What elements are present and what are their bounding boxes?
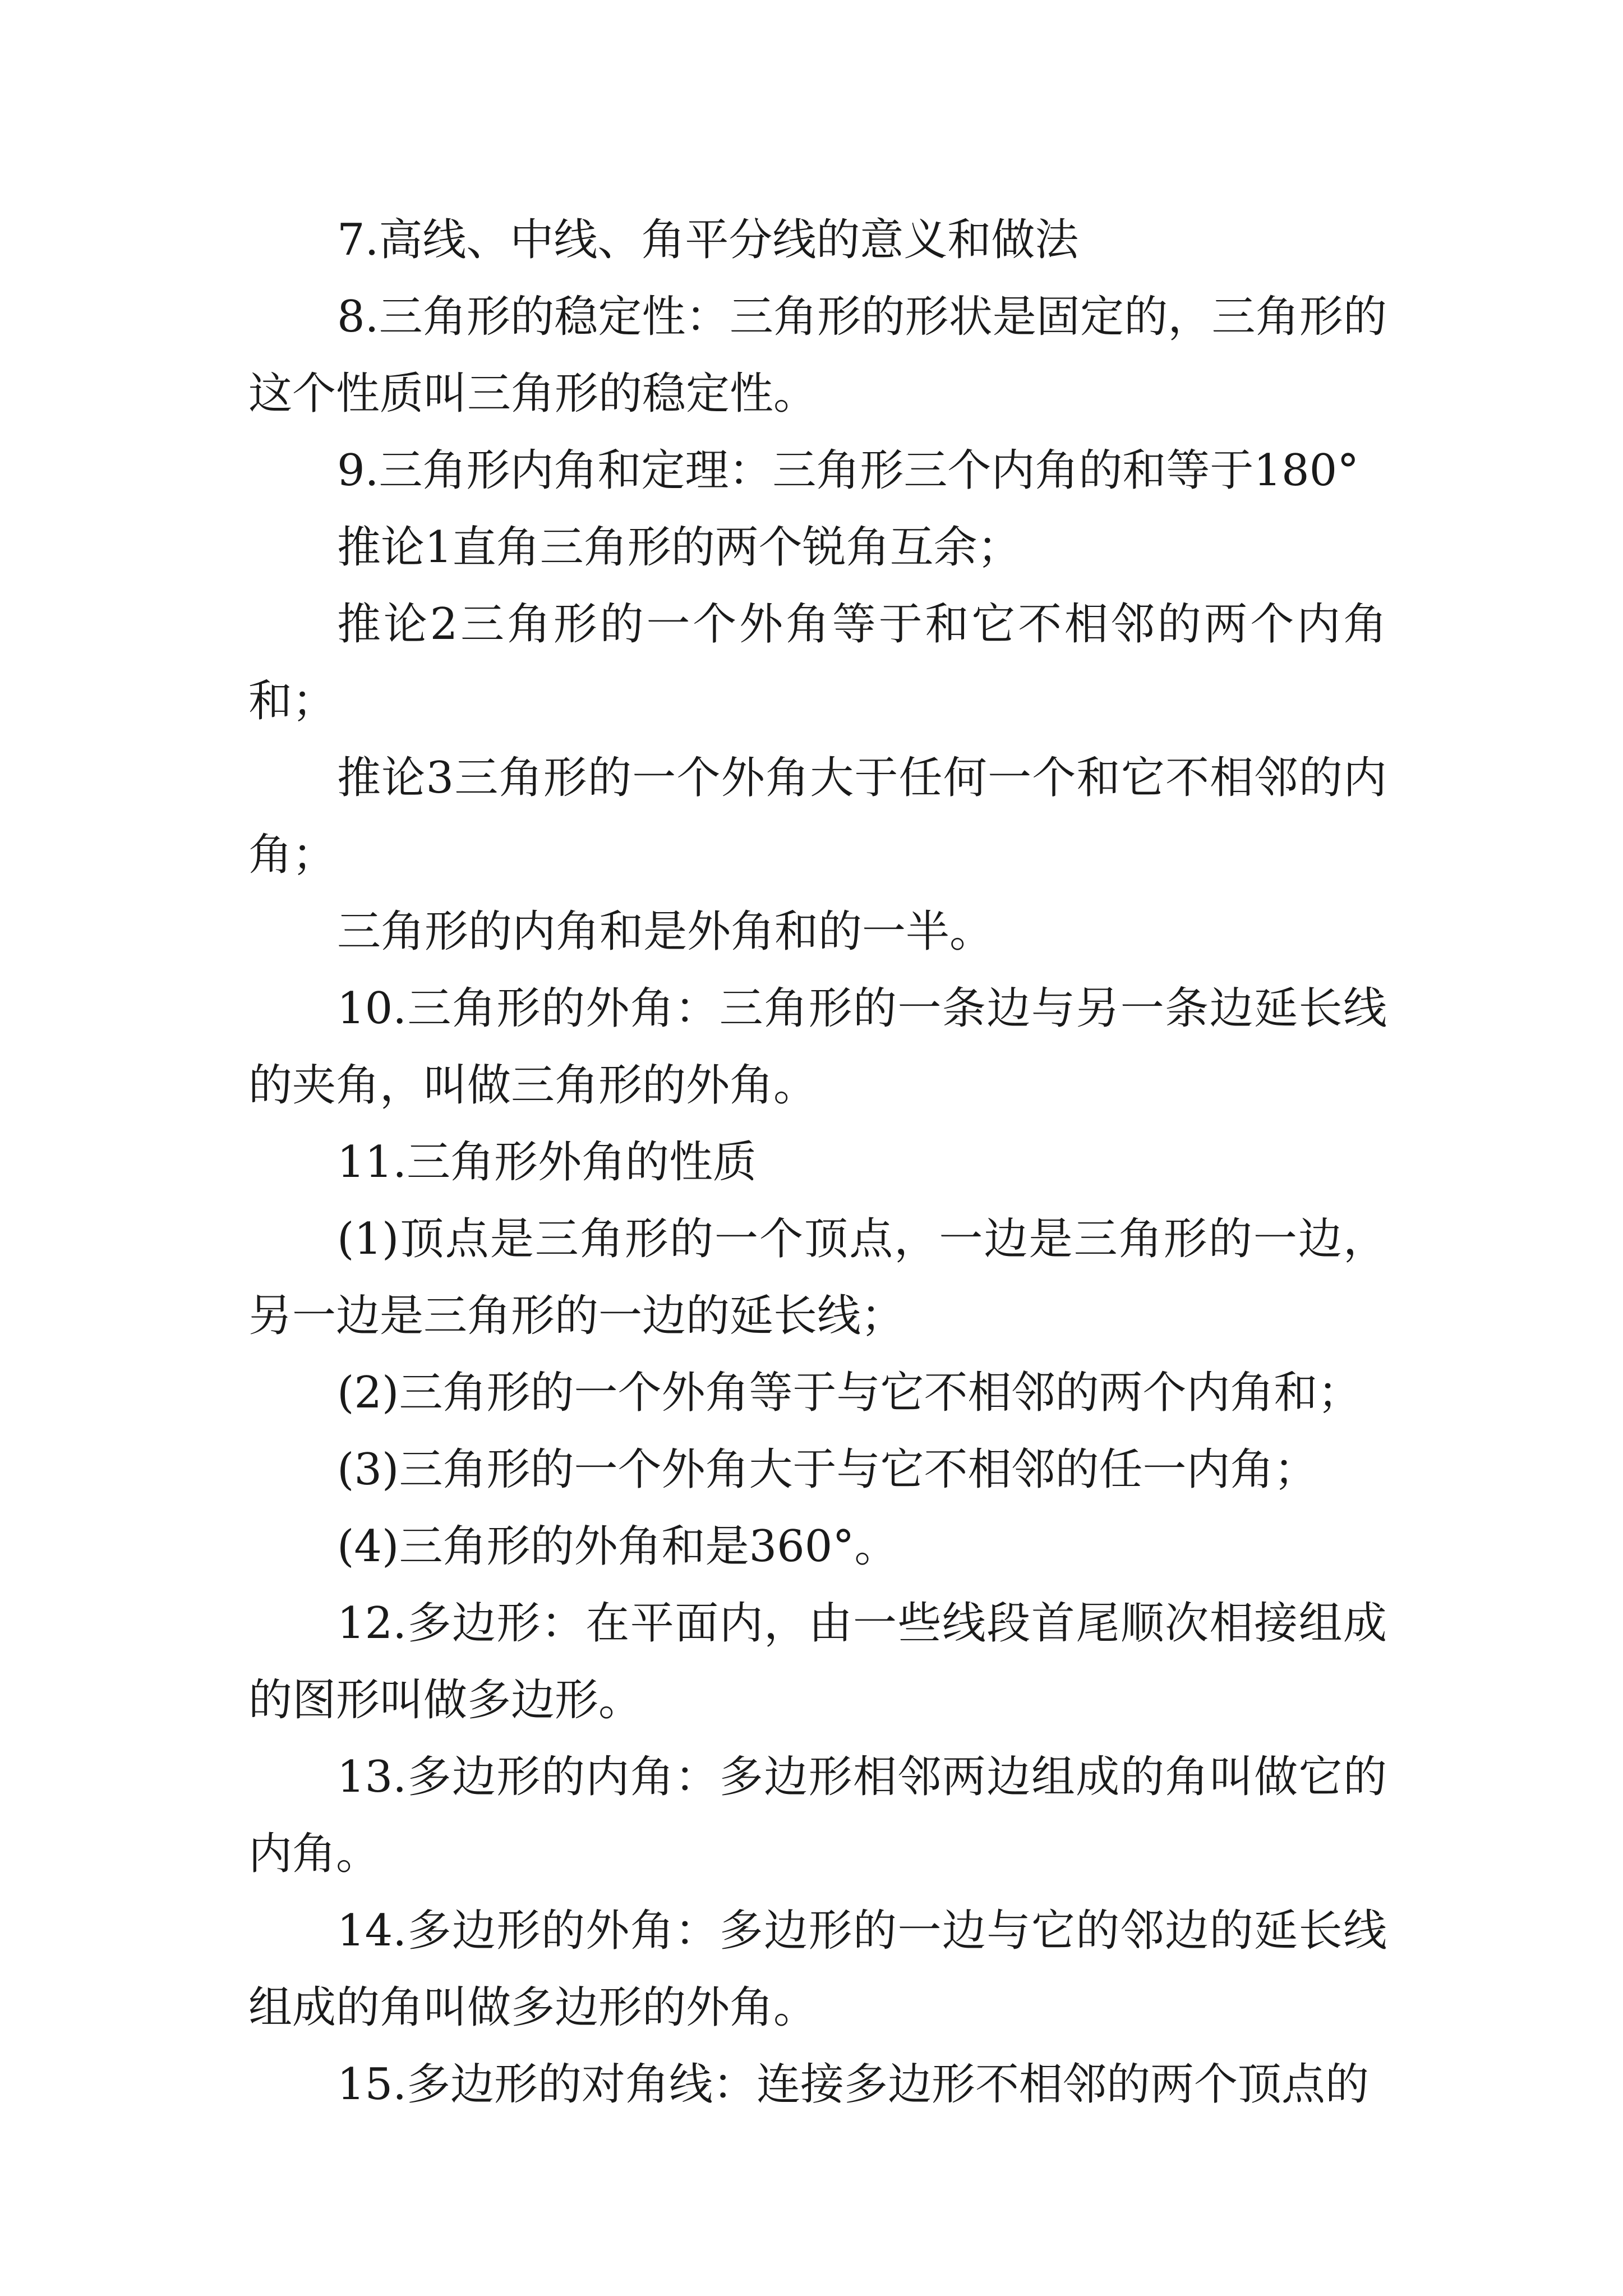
angle-sum-note: 三角形的内角和是外角和的一半。 <box>337 907 994 957</box>
paragraph-14: 14.多边形的外角：多边形的一边与它的邻边的延长线组成的角叫做多边形的外角。 <box>248 1906 1387 2033</box>
paragraph-9: 9.三角形内角和定理：三角形三个内角的和等于180° <box>337 445 1359 496</box>
paragraph-8: 8.三角形的稳定性：三角形的形状是固定的，三角形的这个性质叫三角形的稳定性。 <box>248 292 1387 419</box>
property-4: (4)三角形的外角和是360°。 <box>337 1521 898 1572</box>
corollary-3: 推论3三角形的一个外角大于任何一个和它不相邻的内角； <box>248 753 1387 880</box>
document-body <box>248 202 1387 2123</box>
corollary-2: 推论2三角形的一个外角等于和它不相邻的两个内角和； <box>248 599 1387 726</box>
corollary-1: 推论1直角三角形的两个锐角互余； <box>337 522 1021 573</box>
property-3: (3)三角形的一个外角大于与它不相邻的任一内角； <box>337 1444 1318 1495</box>
paragraph-10: 10.三角形的外角：三角形的一条边与另一条边延长线的夹角，叫做三角形的外角。 <box>248 983 1387 1111</box>
property-2: (2)三角形的一个外角等于与它不相邻的两个内角和； <box>337 1368 1362 1418</box>
property-1: (1)顶点是三角形的一个顶点，一边是三角形的一边，另一边是三角形的一边的延长线； <box>248 1214 1387 1341</box>
paragraph-13: 13.多边形的内角：多边形相邻两边组成的角叫做它的内角。 <box>248 1752 1387 1879</box>
paragraph-11: 11.三角形外角的性质 <box>337 1137 757 1188</box>
paragraph-12: 12.多边形：在平面内，由一些线段首尾顺次相接组成的图形叫做多边形。 <box>248 1598 1387 1726</box>
paragraph-7: 7.高线、中线、角平分线的意义和做法 <box>337 215 1079 265</box>
paragraph-15: 15.多边形的对角线：连接多边形不相邻的两个顶点的 <box>337 2059 1370 2110</box>
